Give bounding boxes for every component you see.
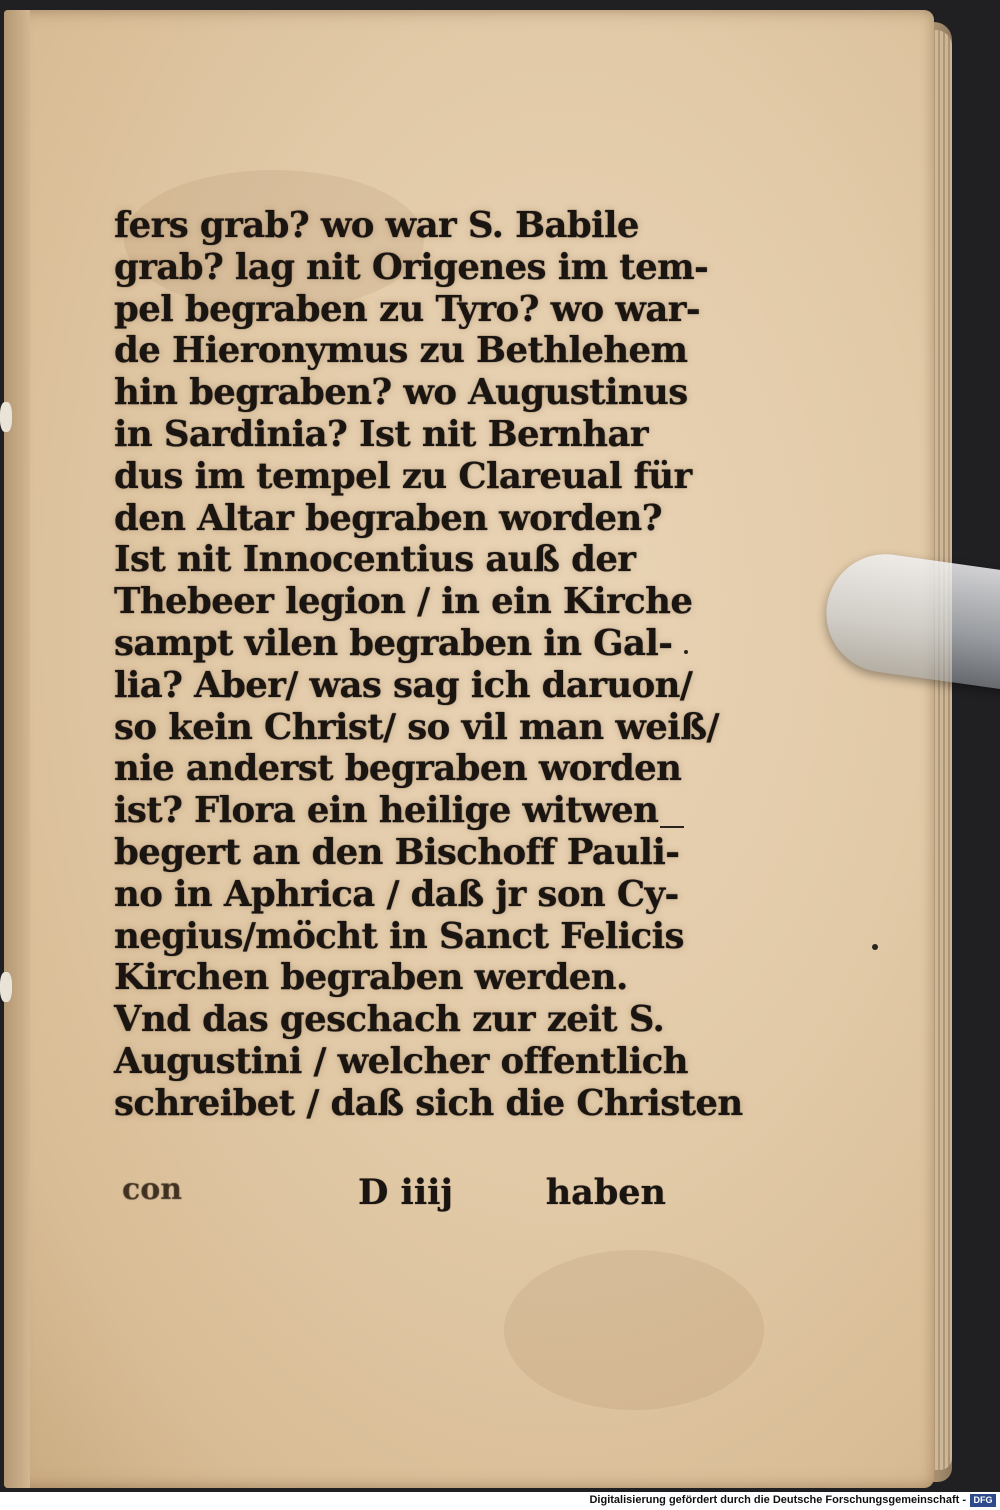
text-line: nie anderst begraben worden xyxy=(114,748,682,790)
margin-mark xyxy=(660,826,684,828)
text-line: dus im tempel zu Clareual für xyxy=(114,455,692,497)
text-line: de Hieronymus zu Bethlehem xyxy=(114,330,688,372)
text-line: sampt vilen begraben in Gal- xyxy=(114,622,673,664)
signature-mark: D iiij xyxy=(358,1172,454,1213)
text-line: Thebeer legion / in ein Kirche xyxy=(114,581,693,623)
text-line: grab? lag nit Origenes im tem- xyxy=(114,246,709,288)
text-line: fers grab? wo war S. Babile xyxy=(114,205,639,246)
text-line: negius/möcht in Sanct Felicis xyxy=(114,915,684,957)
footer-credit: Digitalisierung gefördert durch die Deutsche Forschungsgemeinschaft - xyxy=(589,1494,966,1506)
text-line: hin begraben? wo Augustinus xyxy=(114,372,688,414)
text-line: in Sardinia? Ist nit Bernhar xyxy=(114,413,648,455)
text-line: lia? Aber/ was sag ich daruon/ xyxy=(114,664,693,706)
text-line: den Altar begraben worden? xyxy=(114,497,662,539)
text-line: ist? Flora ein heilige witwen xyxy=(114,790,659,832)
text-line: Augustini / welcher offentlich xyxy=(114,1040,688,1082)
ink-dot xyxy=(872,944,878,950)
text-line: schreibet / daß sich die Christen xyxy=(114,1082,743,1124)
paper-stain xyxy=(504,1250,764,1410)
page-gutter xyxy=(4,10,30,1488)
text-line: Ist nit Innocentius auß der xyxy=(114,539,636,581)
text-line: begert an den Bischoff Pauli- xyxy=(114,831,680,873)
text-line: no in Aphrica / daß jr son Cy- xyxy=(114,873,679,915)
show-through-text: con xyxy=(122,1172,183,1207)
binding-nick xyxy=(0,402,12,432)
body-text xyxy=(114,205,743,1125)
binding-nick xyxy=(0,972,12,1002)
text-line: Vnd das geschach zur zeit S. xyxy=(114,999,665,1041)
ink-dot xyxy=(684,650,688,654)
dfg-logo: DFG xyxy=(970,1494,996,1507)
catchline xyxy=(114,1172,666,1216)
text-line: Kirchen begraben werden. xyxy=(114,957,628,999)
text-line: so kein Christ/ so vil man weiß/ xyxy=(114,706,719,748)
catchword: haben xyxy=(545,1172,666,1213)
text-line: pel begraben zu Tyro? wo war- xyxy=(114,288,700,330)
